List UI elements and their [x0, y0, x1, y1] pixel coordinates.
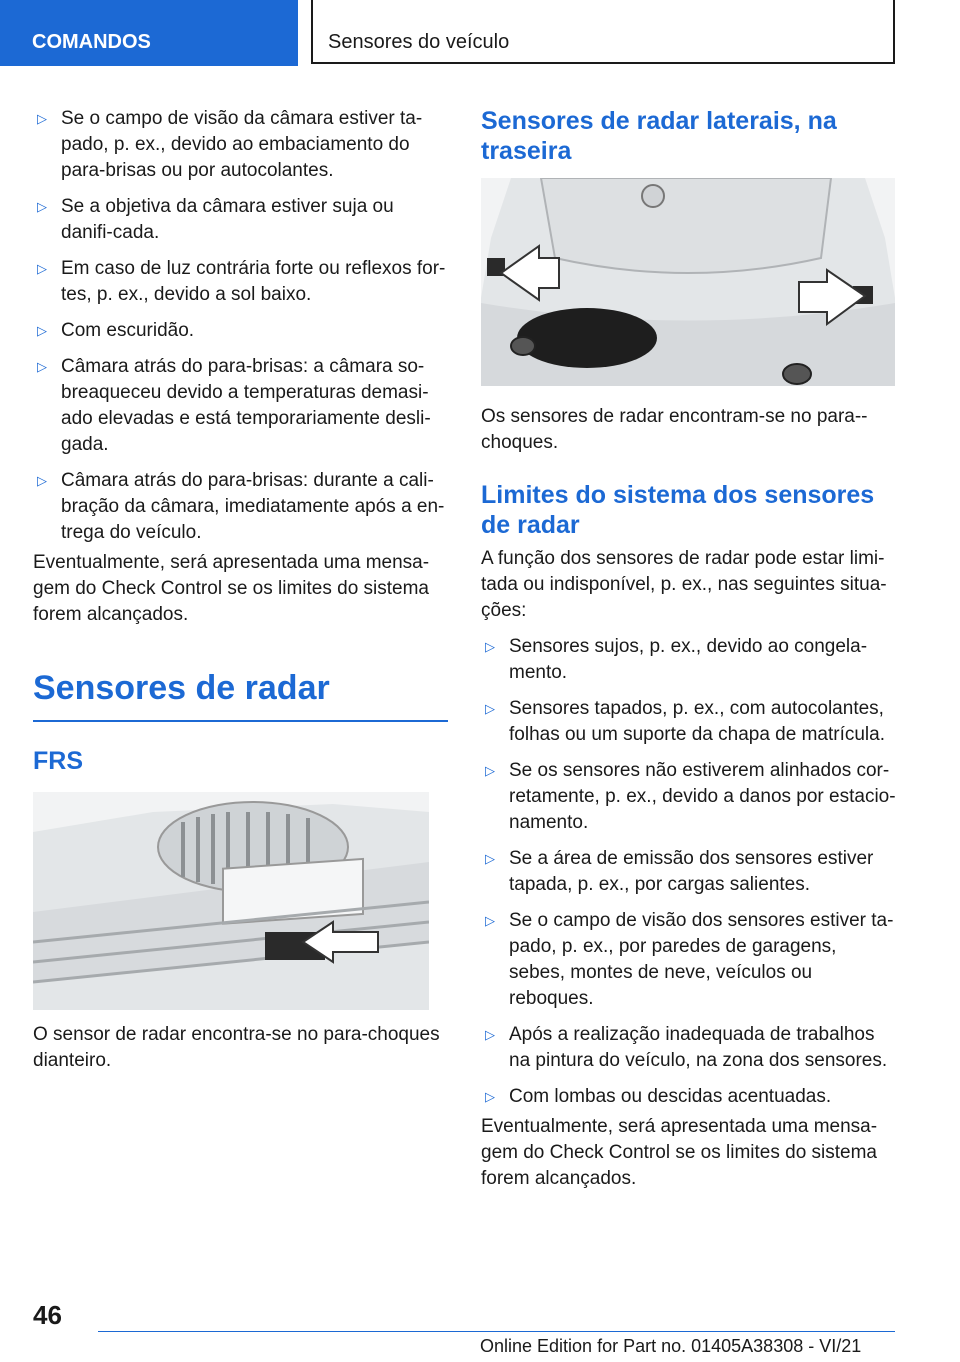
list-item: ▷ Se o campo de visão dos sensores estiver ta-pado, p. ex., por paredes de garagens, sebes, montes de neve, veículos ou reboques.	[485, 910, 894, 1009]
triangle-right-icon: ▷	[485, 913, 495, 928]
list-item: ▷ Sensores tapados, p. ex., com autocolantes, folhas ou um suporte da chapa de matrícula.	[485, 698, 886, 745]
triangle-right-icon: ▷	[37, 261, 47, 276]
check-control-note: Eventualmente, será apresentada uma mensa-gem do Check Control se os limites do sistema forem alcançados.	[481, 1116, 878, 1189]
radar-limits-intro: A função dos sensores de radar pode estar limi-tada ou indisponível, p. ex., nas seguintes situa-ções:	[481, 548, 887, 621]
triangle-right-icon: ▷	[485, 701, 495, 716]
camera-limits-list	[33, 106, 448, 546]
list-item: ▷ Se a objetiva da câmara estiver suja ou danifi-cada.	[37, 196, 394, 243]
front-bumper-illustration	[33, 792, 429, 1010]
list-item: ▷ Com lombas ou descidas acentuadas.	[481, 1084, 896, 1110]
edition-footer: Online Edition for Part no. 01405A38308 - VI/21	[480, 1336, 862, 1356]
list-item: ▷ Câmara atrás do para-brisas: a câmara so-breaqueceu devido a temperaturas demasi-ado elevadas e está temporariamente desli-gada.	[37, 356, 431, 455]
triangle-right-icon: ▷	[37, 111, 47, 126]
footer-divider	[98, 1331, 895, 1332]
left-column	[33, 106, 448, 1084]
section-heading: Sensores de radar	[33, 668, 448, 722]
list-item: ▷ Sensores sujos, p. ex., devido ao congela-mento.	[485, 636, 868, 683]
triangle-right-icon: ▷	[37, 199, 47, 214]
check-control-note: Eventualmente, será apresentada uma mensa-gem do Check Control se os limites do sistema forem alcançados.	[33, 552, 430, 625]
list-item: ▷ Se os sensores não estiverem alinhados cor-retamente, p. ex., devido a danos por estacio-namento.	[485, 760, 896, 833]
triangle-right-icon: ▷	[37, 359, 47, 374]
list-item: ▷ Se o campo de visão da câmara estiver ta-pado, p. ex., devido ao embaciamento do para-brisas ou por autocolantes.	[37, 108, 423, 181]
section-tab	[0, 0, 298, 66]
list-item: ▷ Câmara atrás do para-brisas: durante a cali-bração da câmara, imediatamente após a en-trega do veículo.	[37, 470, 445, 543]
triangle-right-icon: ▷	[37, 473, 47, 488]
chapter-title: Sensores do veículo	[328, 31, 510, 53]
triangle-right-icon: ▷	[485, 851, 495, 866]
triangle-right-icon: ▷	[37, 323, 47, 338]
list-item: ▷ Com escuridão.	[33, 318, 448, 344]
triangle-right-icon: ▷	[485, 1027, 495, 1042]
frs-heading: FRS	[33, 747, 83, 775]
frs-caption: O sensor de radar encontra-se no para-choques dianteiro.	[33, 1024, 440, 1071]
radar-limits-heading: Limites do sistema dos sensores de radar	[481, 481, 875, 539]
rear-radar-caption: Os sensores de radar encontram-se no para--choques.	[481, 406, 868, 453]
triangle-right-icon: ▷	[485, 639, 495, 654]
chapter-header	[311, 0, 895, 64]
list-item: ▷ Se a área de emissão dos sensores estiver tapada, p. ex., por cargas salientes.	[485, 848, 874, 895]
triangle-right-icon: ▷	[485, 1089, 495, 1104]
right-column	[481, 106, 896, 1202]
list-item: ▷ Em caso de luz contrária forte ou reflexos for-tes, p. ex., devido a sol baixo.	[37, 258, 446, 305]
rear-radar-heading: Sensores de radar laterais, na traseira	[481, 107, 837, 165]
page-number: 46	[33, 1300, 62, 1330]
triangle-right-icon: ▷	[485, 763, 495, 778]
list-item: ▷ Após a realização inadequada de trabalhos na pintura do veículo, na zona dos sensores.	[485, 1024, 888, 1071]
section-label: COMANDOS	[32, 31, 151, 53]
radar-limits-list	[481, 634, 896, 1110]
rear-bumper-illustration	[481, 178, 895, 386]
